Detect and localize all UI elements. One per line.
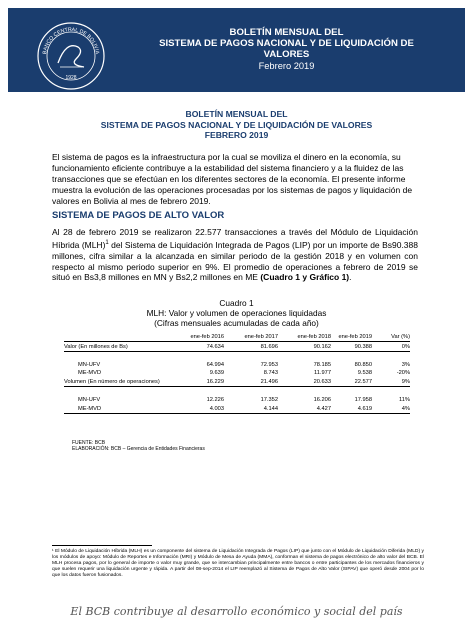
banner-title	[116, 27, 457, 72]
section-text-end: .	[349, 272, 352, 283]
table-cell: 9.639	[209, 370, 224, 377]
banner-date: Febrero 2019	[258, 61, 315, 71]
footer-slogan: El BCB contribuye al desarrollo económico y social del país	[70, 605, 403, 618]
banner-title-line-2: SISTEMA DE PAGOS NACIONAL Y DE LIQUIDACIÓN DE	[159, 38, 414, 49]
document-title-line-1: BOLETÍN MENSUAL DEL	[185, 109, 288, 119]
footnote-divider	[52, 545, 152, 546]
intro-paragraph: El sistema de pagos es la infraestructura por la cual se moviliza el dinero en la economía, su funcionamiento eficiente contribuye a la estabilidad del sistema financiero y a la fluidez de las transacciones que se efectúan en los diferentes sectores de la economía. El presente informe muestra la evolución de las operaciones procesadas por los sistemas de pagos y liquidación de valores en Bolivia al mes de febrero 2019.	[52, 152, 413, 206]
row-label: MN-UFV	[78, 361, 101, 368]
table-note: (Cifras mensuales acumuladas de cada año)	[154, 318, 319, 328]
table-cell: 78.185	[313, 361, 331, 368]
table-cell: 4.619	[357, 405, 372, 412]
table-cell: 4%	[401, 405, 410, 412]
table-cell: 11%	[399, 396, 410, 403]
section-heading: SISTEMA DE PAGOS DE ALTO VALOR	[52, 210, 225, 221]
table-row	[64, 343, 410, 352]
row-label: Valor (En millones de Bs)	[64, 343, 128, 350]
table-cell: 21.496	[260, 379, 278, 386]
central-bank-seal-icon	[36, 21, 106, 91]
table-elaboration: ELABORACIÓN: BCB – Gerencia de Entidades Financieras	[72, 446, 205, 452]
table-cell: 16.206	[313, 396, 331, 403]
document-title	[40, 109, 433, 141]
seal-year: 1928	[65, 75, 77, 81]
table-cell: 8.743	[263, 370, 278, 377]
table-cell: 17.958	[354, 396, 372, 403]
document-title-line-3: FEBRERO 2019	[204, 130, 269, 141]
table-title: Cuadro 1	[219, 298, 254, 308]
row-label: ME-MVD	[78, 370, 102, 377]
section-paragraph	[52, 227, 418, 283]
table-cell: 4.144	[263, 405, 278, 412]
table-cell: 90.388	[354, 343, 372, 350]
table-header-cell: ene-feb 2019	[338, 334, 372, 340]
table-cell: 17.352	[260, 396, 278, 403]
table-row	[64, 396, 410, 405]
header-banner	[8, 8, 465, 92]
table-row	[64, 378, 410, 387]
table-cell: 11.977	[314, 370, 331, 377]
row-label: Volumen (En número de operaciones)	[64, 379, 160, 386]
table-header-cell: ene-feb 2016	[190, 334, 224, 340]
table-header-row	[64, 333, 410, 342]
banner-title-line-1: BOLETÍN MENSUAL DEL	[229, 27, 344, 38]
table-header-cell: ene-feb 2017	[244, 334, 278, 340]
table-cell: 9%	[401, 379, 410, 386]
section-text-bold: (Cuadro 1 y Gráfico 1)	[260, 272, 350, 283]
table-cell: 81.696	[260, 343, 278, 350]
table-cell: 72.953	[260, 361, 278, 368]
document-title-line-2: SISTEMA DE PAGOS NACIONAL Y DE LIQUIDACIÓN DE VALORES	[100, 119, 373, 130]
table-cell: 80.850	[354, 361, 372, 368]
table-header-cell: Var (%)	[391, 334, 410, 340]
table-cell: 4.003	[209, 405, 224, 412]
seal-lettering: BANCO CENTRAL DE BOLIVIA	[42, 26, 100, 55]
row-label: ME-MVD	[78, 405, 102, 412]
footnote-reference[interactable]: 1	[105, 239, 109, 246]
section-text-b: del Sistema de Liquidación Integrada de Pagos (LIP) por un importe de Bs90.388 millones, cifra similar a la alcanzada en similar periodo de la gestión 2018 y en volumen con respecto al mismo periodo superior en 9%. El promedio de operaciones a febrero de 2019 se situó en Bs3,8 millones en MN y Bs2,2 millones en ME	[52, 239, 418, 283]
table-cell: 4.427	[316, 405, 331, 412]
table-row	[64, 361, 410, 370]
table-cell: 74.634	[206, 343, 224, 350]
table-cell: 16.229	[206, 379, 224, 386]
table-cell: 90.162	[313, 343, 331, 350]
operations-table	[64, 333, 410, 414]
row-label: MN-UFV	[78, 396, 101, 403]
table-cell: 3%	[401, 361, 410, 368]
section-text-a: Al 28 de febrero 2019 se realizaron 22.577 transacciones a través del Módulo de Liquidación Híbrida (MLH)	[52, 227, 418, 250]
table-cell: 0%	[401, 343, 410, 350]
table-cell: 20.633	[313, 379, 331, 386]
table-cell: 64.994	[206, 361, 224, 368]
table-header-cell: ene-feb 2018	[297, 334, 331, 340]
table-cell: 9.538	[357, 370, 372, 377]
table-source: FUENTE: BCB	[72, 440, 106, 446]
table-row	[64, 369, 410, 378]
banner-title-line-3: VALORES	[263, 49, 310, 60]
table-cell: 12.226	[206, 396, 224, 403]
table-row	[64, 405, 410, 414]
footnote: ¹ El Módulo de Liquidación Híbrida (MLH) es un componente del sistema de Liquidación Integrada de Pagos (LIP) que junto con el Módulo de Liquidación Diferida (MLD) y los módulos de apoyo: Módulo de Reportes e Información (MRI) y Módulo de Mesa de Ayuda (MMA), conforman el sistema de pagos electrónico de alto valor del BCB. El MLH procesa pagos, por lo general de importe o valor muy grande, que se intercambian principalmente entre bancos o entre participantes de los mercados financieros y que suelen requerir una liquidación urgente y rápida. A partir del 08-sep-2014 el LIP reemplazó al Sistema de Pagos de Alto Valor (SIPAV) que operó desde 2004 por lo que los datos fueron fusionados.	[52, 549, 424, 578]
table-subtitle: MLH: Valor y volumen de operaciones liquidadas	[146, 308, 327, 318]
table-cell: 22.577	[354, 379, 372, 386]
table-cell: -20%	[396, 370, 410, 377]
